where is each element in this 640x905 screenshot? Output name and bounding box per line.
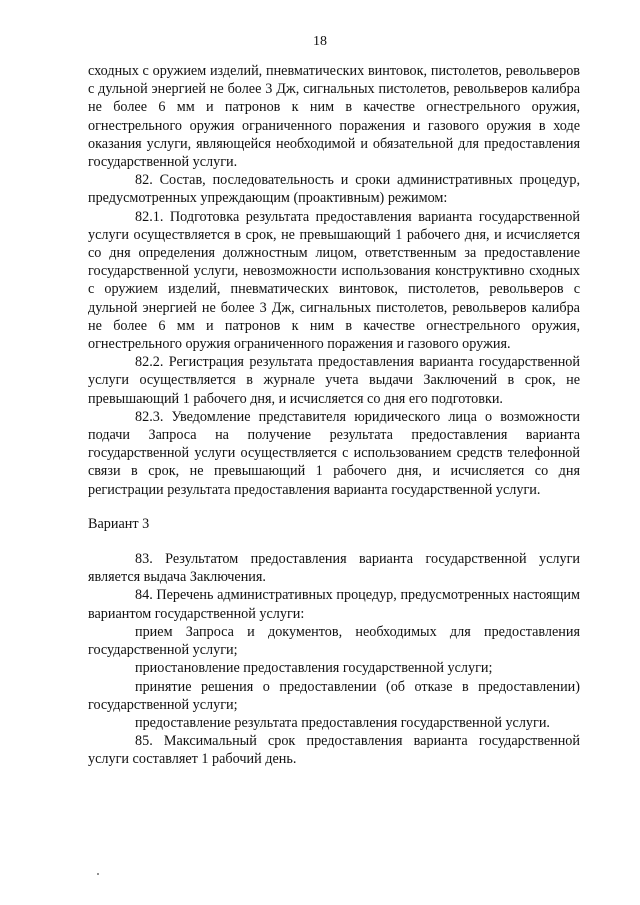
page-number: 18 — [313, 34, 327, 49]
paragraph-continuation: сходных с оружием изделий, пневматических винтовок, пистолетов, револьверов с дульной энергией не более 3 Дж, сигнальных пистолетов, револьверов калибра не более 6 мм и патронов к ним в качестве огнестрельного оружия, огнестрельного оружия ограниченного поражения и газового оружия в ходе оказания услуги, являющейся необходимой и обязательной для предоставления государственной услуги. — [88, 63, 580, 171]
list-item-suspension: приостановление предоставления государственной услуги; — [135, 660, 493, 677]
paragraph-84: 84. Перечень административных процедур, предусмотренных настоящим вариантом государственной услуги: — [88, 587, 580, 622]
list-item-provide-result: предоставление результата предоставления государственной услуги. — [135, 714, 550, 731]
paragraph-82: 82. Состав, последовательность и сроки административных процедур, предусмотренных упреждающим (проактивным) режимом: — [88, 172, 580, 207]
list-item-decision: принятие решения о предоставлении (об отказе в предоставлении) государственной услуги; — [88, 678, 580, 713]
list-item-receive-request: прием Запроса и документов, необходимых для предоставления государственной услуги; — [88, 623, 580, 659]
paragraph-82-2: 82.2. Регистрация результата предоставления варианта государственной услуги осуществляется в журнале учета выдачи Заключений в срок, не превышающий 1 рабочего дня, и исчисляется со дня его подготовки. — [88, 354, 580, 407]
scan-speck — [97, 873, 99, 875]
section-heading-variant-3: Вариант 3 — [88, 515, 150, 532]
document-body — [88, 62, 580, 769]
paragraph-82-1: 82.1. Подготовка результата предоставления варианта государственной услуги осуществляется в срок, не превышающий 1 рабочего дня, и исчисляется со дня определения должностным лицом, ответственным за предоставление государственной услуги, невозможности использования конструктивно сходных с оружием изделий, пневматических винтовок, пистолетов, револьверов с дульной энергией не более 3 Дж, сигнальных пистолетов, револьверов калибра не более 6 мм и патронов к ним в качестве огнестрельного оружия, огнестрельного оружия ограниченного поражения и газового оружия. — [88, 208, 580, 353]
paragraph-82-3: 82.3. Уведомление представителя юридического лица о возможности подачи Запроса на получение результата предоставления варианта государственной услуги осуществляется с использованием средств телефонной связи в срок, не превышающий 1 рабочего дня, и исчисляется со дня регистрации результата предоставления варианта государственной услуги. — [88, 408, 580, 498]
paragraph-83: 83. Результатом предоставления варианта государственной услуги является выдача Заключения. — [88, 551, 580, 586]
paragraph-85: 85. Максимальный срок предоставления варианта государственной услуги составляет 1 рабочий день. — [88, 733, 580, 768]
